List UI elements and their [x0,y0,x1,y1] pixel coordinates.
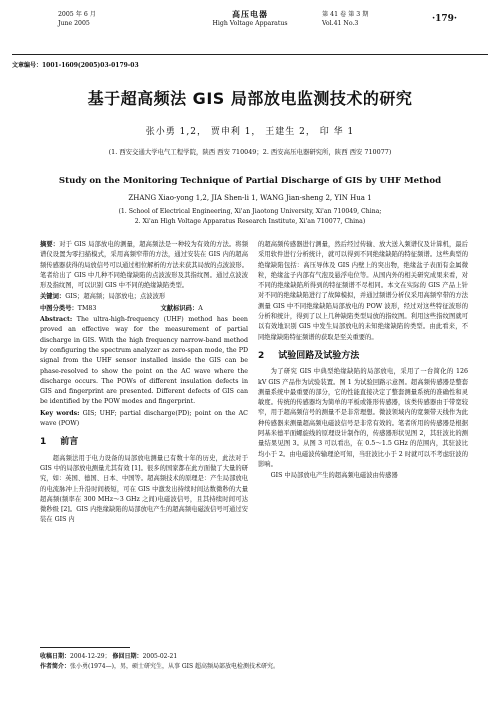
footnote-bio [40,662,279,672]
keywords-en-text: GIS; UHF; partial discharge(PD); point on the AC wave (POW) [40,409,248,428]
affiliation-en-line-2: 2. Xi'an High Voltage Apparatus Research Institute, Xi'an 710077, China) [134,217,366,225]
section-1-heading [40,437,248,447]
section-1-number: 1 [40,437,47,448]
section-1-title: 前言 [60,437,79,448]
journal-logo-cn: 高压电器 [232,9,268,19]
doc-code-label: 文献标识码： [160,304,199,312]
volume-info [322,10,368,28]
section-2-heading [258,351,468,361]
section-2-title: 试验回路及试验方法 [278,350,360,361]
right-paragraph-2: 为了研究 GIS 中典型绝缘缺陷的局部放电，采用了一台简化的 126 kV GIS 产品作为试验装置。图 1 为试验回路示意图。超高频传感器是整套测量系统中最重要的部分，它的性能直接决定了整套测量系统的准确性和灵敏度。传统的传感器均为简单的平板或锥形传感器，该类传感器由于带宽较窄，用于超高频信号的测量不是非常理想。微波领域内的宽频带天线作为此种传感器来测量超高频电磁波信号是非常有效的。笔者所用的传感器是根据阿基米德平面螺旋线的原理设计制作的，传感器形状见图 2，其驻波比的测量结果见图 3。从图 3 可以看出，在 0.5～1.5 GHz 的范围内，其驻波比均小于 2。由电磁波传输理论可知，当驻波比小于 2 时就可以不考虑驻波的影响。 [258,368,468,468]
affiliation-cn: (1. 西安交通大学电气工程学院，陕西 西安 710049；2. 西安高压电器研究所，陕西 西安 710077) [108,148,392,156]
journal-name-en: High Voltage Apparatus [212,20,288,27]
abstract-cn-text: 对于 GIS 局部放电的测量，超高频法是一种较为有效的方法。将频谱仪设置为零扫描模式，采用高频窄带的方法，通过安装在 GIS 内的超高频传感器获得的局放信号可以通过相位解析的方法来获其局放的点波波形。笔者给出了 GIS 中几种不同绝缘缺陷的点波波形及其指纹图。通过点波波形及指纹图，可以识别 GIS 中不同的绝缘缺陷类型。 [40,241,249,290]
page-number: ·179· [432,14,458,24]
abstract-en-label: Abstract: [40,316,73,324]
section-2-number: 2 [258,350,265,361]
clc-value: TM83 [77,304,97,312]
revised-label: 修回日期： [112,653,143,660]
keywords-cn-text: GIS；超高频；局部放电；点波波形 [65,293,166,301]
volume-en: Vol.41 No.3 [322,20,359,27]
section-1-paragraph: 超高频法用于电力设备的局部放电测量已有数十年的历史，此法对于 GIS 中的局部放电测量尤其有效 [1]。很多的国家都在此方面做了大量的研究，如：英国、德国、日本、中国等。超高频技术的原理是：产生局部放电的电流脉冲上升沿时间极短，可在 GIS 中激发出持续时间达数微秒的大量超高频(频率在 300 MHz～3 GHz 之间)电磁波信号，且其持续时间可达微秒级 [2]。GIS 内绝缘缺陷的局部放电产生的超高频电磁波信号可通过安装在 GIS 内 [40,454,248,524]
keywords-en [40,409,248,430]
doc-code-value: A [198,304,203,312]
right-paragraph-3: GIS 中局部放电产生的超高频电磁波由传感器 [270,472,398,480]
header-rule [12,54,488,55]
keywords-en-label: Key words: [40,409,80,417]
authors-cn: 张小勇 1,2， 贾申利 1， 王建生 2， 印 华 1 [145,127,355,137]
authors-en: ZHANG Xiao-yong 1,2, JIA Shen-li 1, WANG Jian-sheng 2, YIN Hua 1 [128,194,372,202]
keywords-cn-label: 关键词： [40,293,66,301]
title-cn: 基于超高频法 GIS 局部放电监测技术的研究 [87,89,413,108]
revised-date: 2005-02-21 [142,653,178,660]
received-label: 收稿日期： [40,653,71,660]
title-en: Study on the Monitoring Technique of Partial Discharge of GIS by UHF Method [58,176,442,186]
abstract-en [40,315,248,408]
footnote [40,652,279,672]
clc-label: 中图分类号： [40,304,78,312]
footnote-dates [40,652,279,662]
abstract-cn-label: 摘要： [40,241,60,248]
footnote-rule [40,647,130,648]
issue-date-en: June 2005 [58,20,90,27]
right-column [258,240,468,483]
classification [40,304,248,314]
affiliation-en-line-1: (1. School of Electrical Engineering, Xi'an Jiaotong University, Xi'an 710049, China; [118,208,382,215]
abstract-en-text: The ultra-high-frequency (UHF) method has been proved an effective way for the measurement of partial discharge in GIS. With the high frequency narrow-band method by configuring the spectrum analyzer as zero-span mode, the PD signal from the UHF sensor installed inside the GIS can be phase-resolved to show the point on the AC wave where the discharge occurs. The POWs of different insulation defects in GIS and fingerprint are presented. Different defects of GIS can be identified by the POW modes and fingerprint. [40,316,248,406]
bio-text: 张小勇(1974—)，男，硕士研究生，从事 GIS 超高频局部放电检测技术研究。 [70,663,280,670]
article-number: 文章编号：1001-1609(2005)03-0179-03 [12,62,139,69]
left-column [40,240,248,527]
affiliation-en [0,207,500,226]
journal-name [0,10,500,28]
running-header [0,10,500,50]
issue-date-cn: 2005 年 6 月 [58,11,96,18]
bio-label: 作者简介： [40,663,71,670]
right-paragraph-1: 的超高频传感器进行测量，然后经过传输、放大送入频谱仪及计算机，最后采用软件进行分析统计，就可以得到不同绝缘缺陷的特征频谱。这些典型的绝缘缺陷包括：高压导体及 GIS 内壁上的突出物，绝缘盆子表面有金属微粒，绝缘盆子内部有气泡及悬浮电位等。从国内外的相关研究成果来看，对不同的绝缘缺陷所得到的特征频谱不尽相同。本文在实际的 GIS 产品上针对不同的绝缘缺陷进行了故障模拟，并通过频谱分析仪采用高频窄带的方法测量 GIS 中不同绝缘缺陷局部放电的 POW 波形，经过对这些特征波形的分析和统计，得到了以上几种缺陷类型局放的指纹图。利用这些指纹图就可以有效地识别 GIS 中发生局部放电的未知绝缘缺陷的类型。由此看来，不同绝缘缺陷特征频谱的获取是至关重要的。 [258,241,468,341]
received-date: 2004-12-29； [70,653,111,660]
volume-cn: 第 41 卷 第 3 期 [322,11,369,18]
keywords-cn [40,292,248,302]
abstract-cn [40,240,248,291]
